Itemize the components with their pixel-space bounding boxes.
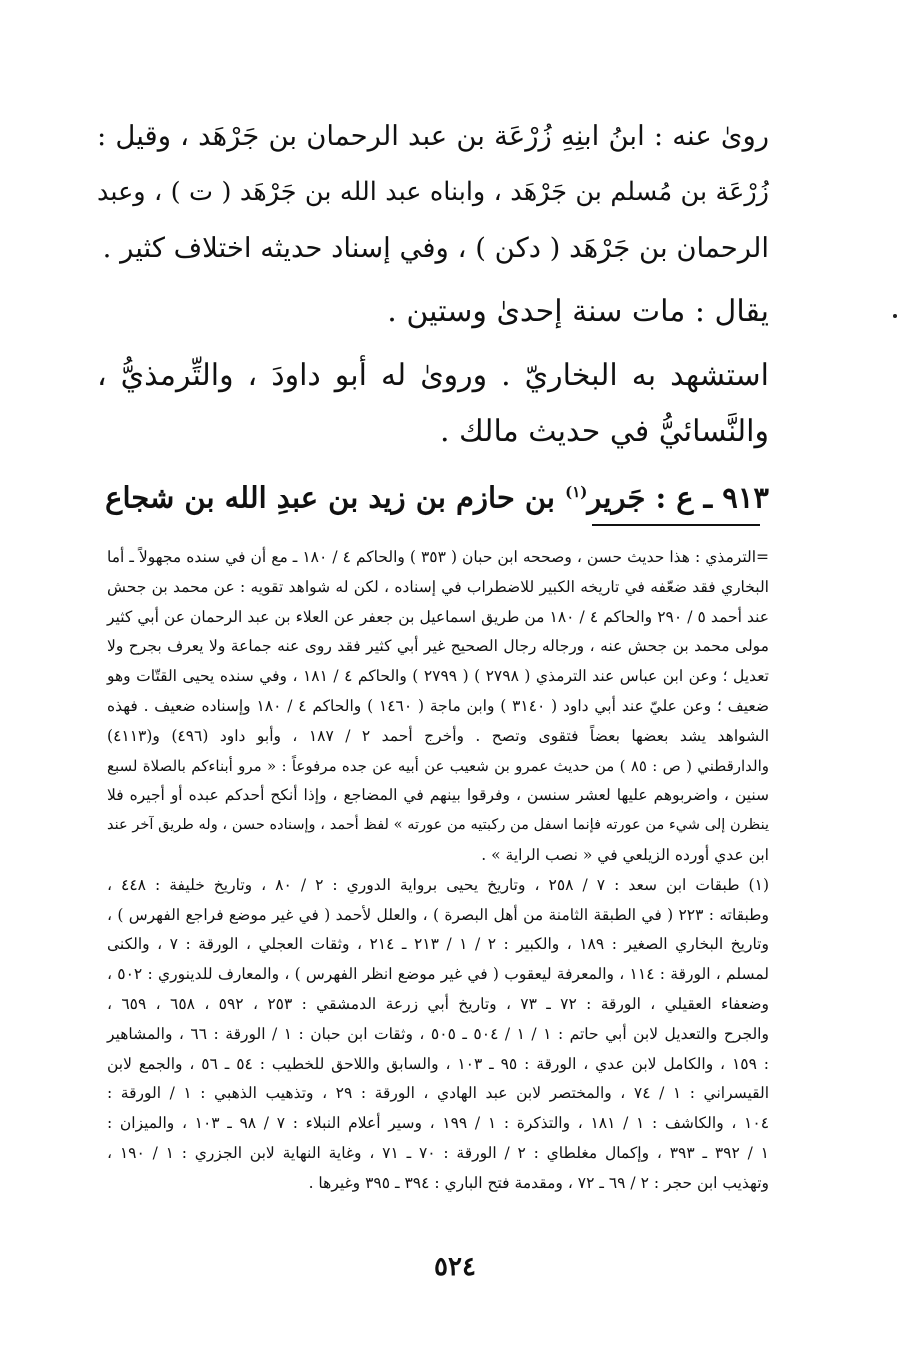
main-line: الرحمان بن جَرْهَد ( دكن ) ، وفي إسناد حديثه اختلاف كثير . [102, 232, 769, 264]
footnote-line: والجرح والتعديل لابن أبي حاتم : ١ / ١ / ٥٠٤ ـ ٥٠٥ ، وثقات ابن حبان : ١ / الورقة : ٦٦ ، والمشاهير [107, 1024, 769, 1043]
main-line: يقال : مات سنة إحدىٰ وستين . [387, 294, 769, 329]
main-line: روىٰ عنه : ابنُ ابنِهِ زُرْعَة بن عبد الرحمان بن جَرْهَد ، وقيل : [97, 120, 769, 152]
footnote-line: لمسلم ، الورقة : ١١٤ ، والمعرفة ليعقوب ( في غير موضع انظر الفهرس ) ، والمعارف للدينوري : ٥٠٢ ، [107, 965, 769, 984]
footnote-line: وتهذيب ابن حجر : ٢ / ٦٩ ـ ٧٢ ، ومقدمة فتح الباري : ٣٩٤ ـ ٣٩٥ وغيرها . [308, 1173, 769, 1192]
scan-speck [893, 314, 897, 318]
footnote-marker: (١) [565, 483, 588, 501]
entry-heading [97, 464, 769, 520]
page-number: ٥٢٤ [434, 1252, 476, 1282]
entry-lineage: بن حازم بن زيد بن عبدِ الله بن شجاع [105, 480, 566, 515]
footnote-line: (١) طبقات ابن سعد : ٧ / ٢٥٨ ، وتاريخ يحيى برواية الدوري : ٢ / ٨٠ ، وتاريخ خليفة : ٤٤٨ ، [107, 875, 769, 894]
main-line: استشهد به البخاريّ . وروىٰ له أبو داودَ ، والتِّرمذيُّ ، [97, 358, 769, 393]
footnote-line: وضعفاء العقيلي ، الورقة : ٧٢ ـ ٧٣ ، وتاريخ أبي زرعة الدمشقي : ٢٥٣ ، ٥٩٢ ، ٦٥٨ ، ٦٥٩ ، [107, 994, 770, 1013]
footnote-separator [592, 524, 760, 526]
main-text [97, 108, 769, 520]
entry-number-name: ٩١٣ ـ ع : جَرير [587, 480, 769, 515]
footnote-line: مولى محمد بن جحش عنه ، ورجاله رجال الصحيح غير أبي كثير فقد روى عنه جماعة ولا يعرف بجرح ولا [107, 637, 769, 656]
footnote-line: ضعيف ؛ وعن عليّ عند أبي داود ( ٣١٤٠ ) وابن ماجة ( ١٤٦٠ ) والحاكم ٤ / ١٨٠ وإسناده ضعيف . فهذه [107, 696, 770, 715]
footnote-line: : ١٥٩ ، والكامل لابن عدي ، الورقة : ٩٥ ـ ١٠٣ ، والسابق واللاحق للخطيب : ٥٤ ـ ٥٦ ، والجمع لابن [107, 1054, 770, 1073]
footnote-line: سنين ، واضربوهم عليها لعشر سنسن ، وفرقوا بينهم في المضاجع ، وإذا أنكح أحدكم عبده أو أجيره فلا [107, 786, 769, 805]
footnote-line: والدارقطني ( ص : ٨٥ ) من حديث عمرو بن شعيب عن أبيه عن جده مرفوعاً : « مرو أبناءكم بالصلاة لسبع [107, 756, 770, 775]
footnote-line: ١ / ٣٩٢ ـ ٣٩٣ ، وإكمال مغلطاي : ٢ / الورقة : ٧٠ ـ ٧١ ، وغاية النهاية لابن الجزري : ١ / ١٩٠ ، [107, 1143, 769, 1162]
footnote-line: وطبقاته : ٢٢٣ ( في الطبقة الثامنة من أهل البصرة ) ، والعلل لأحمد ( في غير موضع فراجع الفهرس ) ، [107, 905, 770, 924]
footnote-line: تعديل ؛ وعن ابن عباس عند الترمذي ( ٢٧٩٨ ) ( ٢٧٩٩ ) والحاكم ٤ / ١٨١ ، وفي سنده يحيى القتّات وهو [107, 667, 769, 686]
footnotes [107, 543, 769, 1199]
main-line: والنَّسائيُّ في حديث مالك . [439, 414, 769, 449]
footnote-line: البخاري فقد ضعّفه في تاريخه الكبير للاضطراب في إسناده ، لكن له شواهد تقويه : عن محمد بن جحش [107, 577, 769, 596]
footnote-line: عند أحمد ٥ / ٢٩٠ والحاكم ٤ / ١٨٠ من طريق اسماعيل بن جعفر عن العلاء بن عبد الرحمان عن أبي كثير [107, 607, 770, 626]
footnote-line: ابن عدي أورده الزيلعي في « نصب الراية » . [481, 845, 769, 864]
footnote-line: ينظرن إلى شيء من عورته فإنما اسفل من ركبتيه من عورته » لفظ أحمد ، وإسناده حسن ، وله طريق آخر عند [107, 817, 769, 834]
footnote-line: القيسراني : ١ / ٧٤ ، والمختصر لابن عبد الهادي ، الورقة : ٢٩ ، وتذهيب الذهبي : ١ / الورقة : [107, 1084, 770, 1103]
footnote-line: الشواهد يشد بعضها بعضاً فتقوى وتصح . وأخرج أحمد ٢ / ١٨٧ ، وأبو داود (٤٩٦) و(٤١١٣) [107, 726, 770, 745]
main-line: زُرْعَة بن مُسلم بن جَرْهَد ، وابناه عبد الله بن جَرْهَد ( ت ) ، وعبد [97, 177, 769, 207]
footnote-line: ١٠٤ ، والكاشف : ١ / ١٨١ ، والتذكرة : ١ / ١٩٩ ، وسير أعلام النبلاء : ٧ / ٩٨ ـ ١٠٣ ، والميزان : [107, 1114, 770, 1133]
footnote-line: =الترمذي : هذا حديث حسن ، وصححه ابن حبان ( ٣٥٣ ) والحاكم ٤ / ١٨٠ ـ مع أن في سنده مجهولاً ـ أما [107, 548, 770, 566]
footnote-line: وتاريخ البخاري الصغير : ١٨٩ ، والكبير : ٢ / ١ / ٢١٣ ـ ٢١٤ ، وثقات العجلي ، الورقة : ٧ ، والكنى [107, 935, 769, 954]
